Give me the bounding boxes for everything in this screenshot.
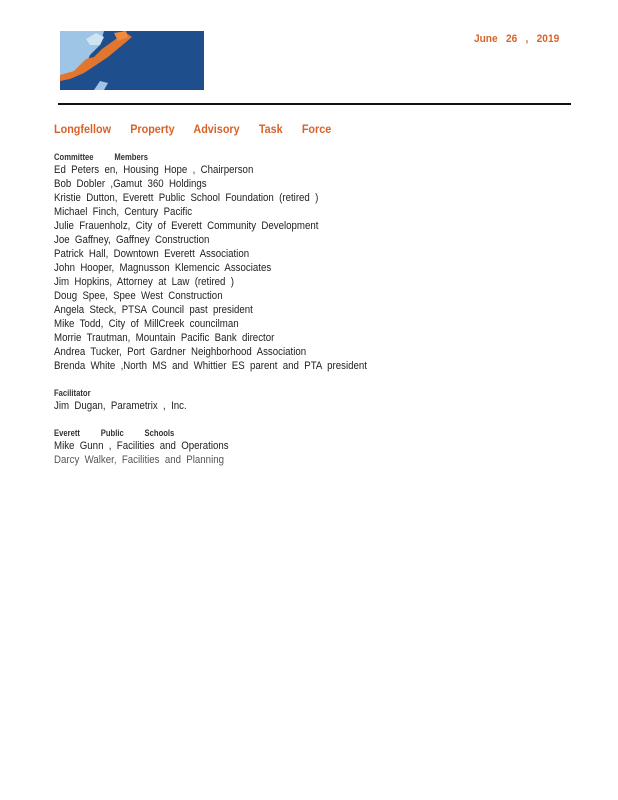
page-title: Longfellow Property Advisory Task Force bbox=[54, 122, 332, 136]
list-item: Bob Dobler ,Gamut 360 Holdings bbox=[54, 178, 207, 190]
list-item: Jim Hopkins, Attorney at Law (retired ) bbox=[54, 276, 234, 288]
logo-graphic-icon bbox=[60, 31, 204, 90]
document-body bbox=[54, 151, 554, 467]
document-date: June 26 , 2019 bbox=[474, 33, 560, 45]
list-item: Michael Finch, Century Pacific bbox=[54, 206, 193, 218]
list-item: Angela Steck, PTSA Council past president bbox=[54, 304, 253, 316]
list-item: John Hooper, Magnusson Klemencic Associates bbox=[54, 262, 272, 274]
committee-list bbox=[54, 163, 554, 373]
list-item: Morrie Trautman, Mountain Pacific Bank director bbox=[54, 332, 275, 344]
list-item: Kristie Dutton, Everett Public School Foundation (retired ) bbox=[54, 192, 319, 204]
spacer bbox=[54, 413, 554, 427]
list-item: Mike Todd, City of MillCreek councilman bbox=[54, 318, 239, 330]
list-item: Brenda White ,North MS and Whittier ES parent and PTA president bbox=[54, 360, 368, 372]
list-item: Ed Peters en, Housing Hope , Chairperson bbox=[54, 164, 254, 176]
list-item: Darcy Walker, Facilities and Planning bbox=[54, 454, 224, 466]
spacer bbox=[54, 373, 554, 387]
facilitator-heading: Facilitator bbox=[54, 388, 91, 398]
header-divider bbox=[58, 103, 571, 105]
eps-heading: Everett Public Schools bbox=[54, 428, 175, 438]
logo bbox=[60, 31, 204, 90]
list-item: Andrea Tucker, Port Gardner Neighborhood Association bbox=[54, 346, 307, 358]
list-item: Mike Gunn , Facilities and Operations bbox=[54, 440, 229, 452]
list-item: Patrick Hall, Downtown Everett Association bbox=[54, 248, 250, 260]
list-item: Julie Frauenholz, City of Everett Community Development bbox=[54, 220, 319, 232]
list-item: Joe Gaffney, Gaffney Construction bbox=[54, 234, 210, 246]
committee-heading: Committee Members bbox=[54, 152, 148, 162]
list-item: Doug Spee, Spee West Construction bbox=[54, 290, 223, 302]
list-item: Jim Dugan, Parametrix , Inc. bbox=[54, 400, 187, 412]
